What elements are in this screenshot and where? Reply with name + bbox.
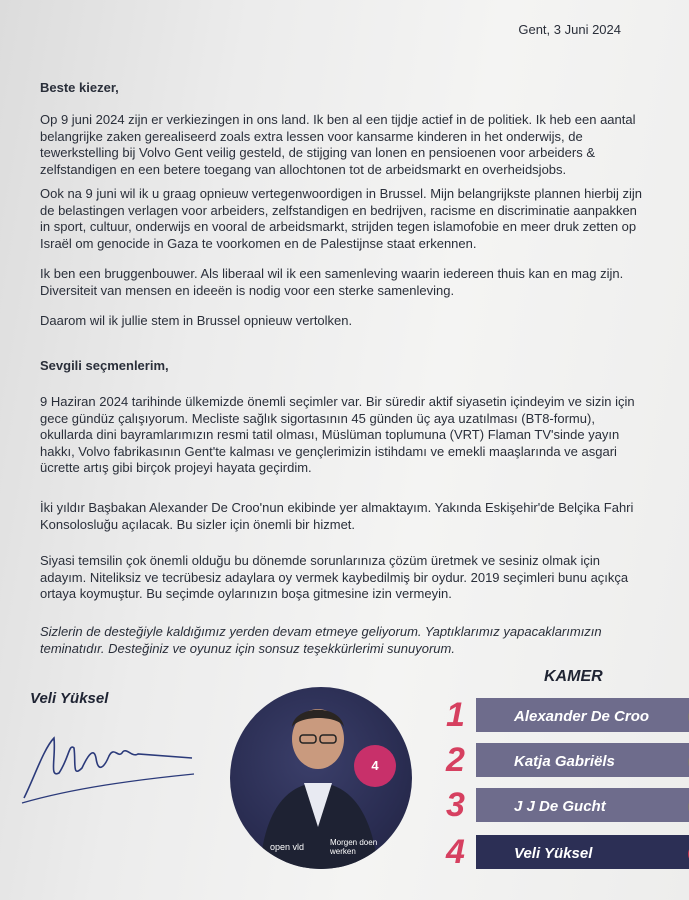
nl-paragraph-1: Op 9 juni 2024 zijn er verkiezingen in ons land. Ik ben al een tijdje actief in de politiek. Ik heb een aantal belangrijke zaken gerealiseerd zoals extra lessen voor kansarme kinderen in het onderwijs, de tewerkstelling bij Volvo Gent veilig gesteld, de stijging van lonen en pensioenen voor arbeiders & zelfstandigen en een betere toegang van allochtonen tot de arbeidsmarkt en overheidsjobs. bbox=[40, 112, 636, 177]
tr-paragraph-3: Siyasi temsilin çok önemli olduğu bu dönemde sorunlarınıza çözüm üretmek ve sesiniz olmak için adayım. Niteliksiz ve tecrübesiz adaylara oy vermek kaybedilmiş bir oydur. 2019 seçimleri bunu açıkça ortaya koymuştur. Bu seçimde oylarınızın boşa gitmesine izin vermeyin. bbox=[40, 553, 629, 601]
ballot-row-selected bbox=[446, 833, 689, 871]
ballot-row bbox=[446, 741, 689, 779]
candidate-name: Alexander De Croo bbox=[514, 708, 650, 725]
candidate-name: Katja Gabriëls bbox=[514, 753, 615, 770]
ballot-row bbox=[446, 696, 689, 734]
tr-paragraph-2: İki yıldır Başbakan Alexander De Croo'nun ekibinde yer almaktayım. Yakında Eskişehir'de Belçika Fahri Konsolosluğu açılacak. Bu sizler için önemli bir hizmet. bbox=[40, 500, 634, 532]
candidate-number-badge: 4 bbox=[354, 745, 396, 787]
nl-paragraph-2: Ook na 9 juni wil ik u graag opnieuw vertegenwoordigen in Brussel. Mijn belangrijkste plannen hierbij zijn de belastingen verlagen voor arbeiders, zelfstandigen en bedrijven, racisme en discriminatie aanpakken in sport, cultuur, onderwijs en vooral de arbeidsmarkt, strijden tegen islamofobie en meer druk zetten op Israël om genocide in Gaza te voorkomen en de Palestijnse staat erkennen. bbox=[40, 186, 642, 251]
tr-paragraph-4: Sizlerin de desteğiyle kaldığımız yerden devam etmeye geliyorum. Yaptıklarımız yapacaklarımızın teminatıdır. Desteğiniz ve oyunuz için sonsuz teşekkürlerimi sunuyorum. bbox=[40, 624, 602, 656]
ballot-heading: KAMER bbox=[544, 668, 603, 685]
tr-greeting: Sevgili seçmenlerim, bbox=[40, 358, 169, 373]
party-slogan: Morgen doen werken bbox=[330, 838, 378, 856]
signature-name: Veli Yüksel bbox=[30, 690, 109, 707]
ballot-bar bbox=[476, 835, 689, 869]
tr-paragraph-1: 9 Haziran 2024 tarihinde ülkemizde önemli seçimler var. Bir süredir aktif siyasetin içindeyim ve sizin için gece gündüz çalışıyorum. Mecliste sağlık sigortasının 45 günden üç aya uzatılması (BT8-formu), okullarda dini bayramlarımızın resmi tatil olması, Müslüman toplumuna (VRT) Flaman TV'sinde yayın hakkı, Volvo fabrikasının Gent'te kalması ve gençlerimizin istihdamı ve emekli maaşlarında ve asgari ücrette artış gibi birçok projeyi hayata geçirdim. bbox=[40, 394, 635, 475]
ballot-bar bbox=[476, 743, 689, 777]
candidate-name: J J De Gucht bbox=[514, 798, 606, 815]
ballot-number: 1 bbox=[446, 696, 465, 734]
ballot-bar bbox=[476, 788, 689, 822]
candidate-name: Veli Yüksel bbox=[514, 845, 593, 862]
ballot-number: 3 bbox=[446, 786, 465, 824]
nl-greeting: Beste kiezer, bbox=[40, 80, 119, 95]
ballot-bar bbox=[476, 698, 689, 732]
ballot-row bbox=[446, 786, 689, 824]
ballot-number: 2 bbox=[446, 741, 465, 779]
handwritten-signature bbox=[14, 718, 204, 808]
party-logo: open vld bbox=[270, 842, 305, 852]
nl-paragraph-4: Daarom wil ik jullie stem in Brussel opnieuw vertolken. bbox=[40, 313, 353, 328]
ballot-number: 4 bbox=[446, 833, 465, 871]
nl-paragraph-3: Ik ben een bruggenbouwer. Als liberaal wil ik een samenleving waarin iedereen thuis kan en mag zijn. Diversiteit van mensen en ideeën is nodig voor een sterke samenleving. bbox=[40, 266, 624, 298]
letter-date: Gent, 3 Juni 2024 bbox=[518, 22, 621, 37]
